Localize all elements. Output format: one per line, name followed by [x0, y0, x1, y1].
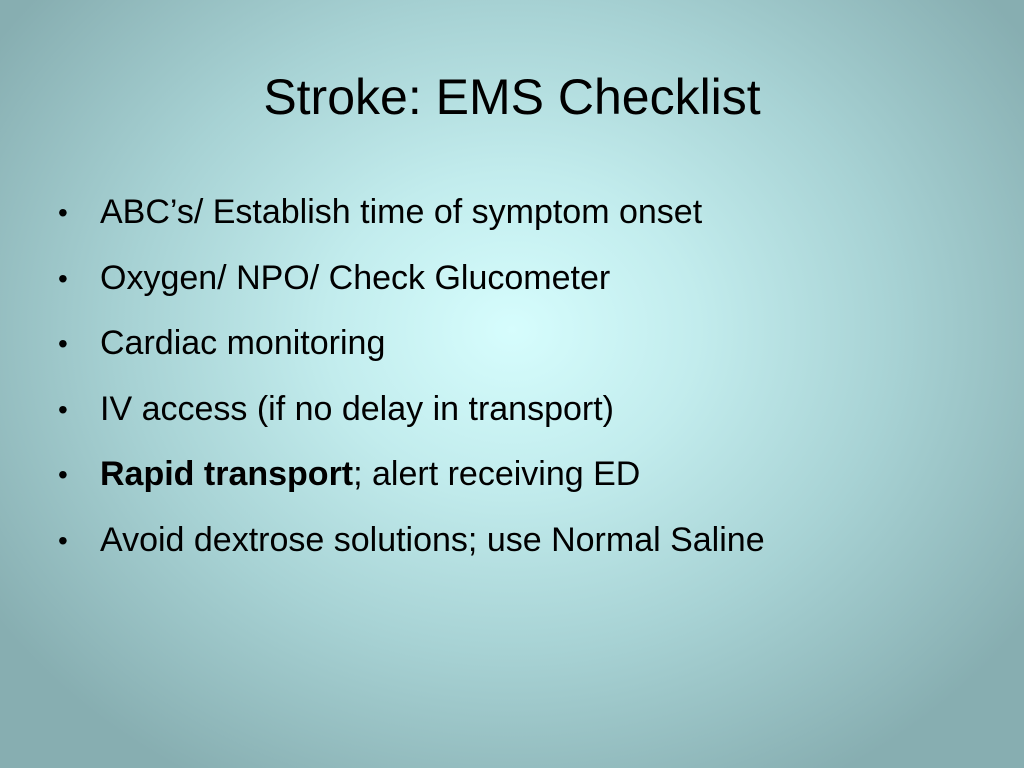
bullet-icon: •: [58, 197, 68, 228]
bullet-item: [58, 180, 998, 246]
bullet-text-rest: ; alert receiving ED: [353, 455, 641, 494]
bullet-icon: •: [58, 393, 68, 425]
bullet-icon: •: [58, 328, 68, 360]
bullet-item: [58, 377, 998, 443]
bullet-text-bold: Rapid transport: [100, 455, 354, 494]
bullet-icon: •: [58, 459, 68, 491]
slide-title: Stroke: EMS Checklist: [263, 69, 761, 125]
bullet-text: Avoid dextrose solutions; use Normal Saline: [100, 520, 765, 559]
bullet-list: [58, 180, 998, 574]
bullet-item: [58, 508, 998, 574]
bullet-text: Cardiac monitoring: [100, 324, 386, 363]
bullet-text: [100, 442, 640, 508]
bullet-text: Oxygen/ NPO/ Check Glucometer: [100, 258, 611, 297]
bullet-item: [58, 246, 998, 312]
bullet-item: [58, 311, 998, 377]
bullet-text: IV access (if no delay in transport): [100, 389, 615, 428]
bullet-text: ABC’s/ Establish time of symptom onset: [100, 193, 703, 231]
bullet-icon: •: [58, 262, 68, 294]
bullet-item: [58, 442, 998, 508]
bullet-icon: •: [58, 524, 68, 556]
